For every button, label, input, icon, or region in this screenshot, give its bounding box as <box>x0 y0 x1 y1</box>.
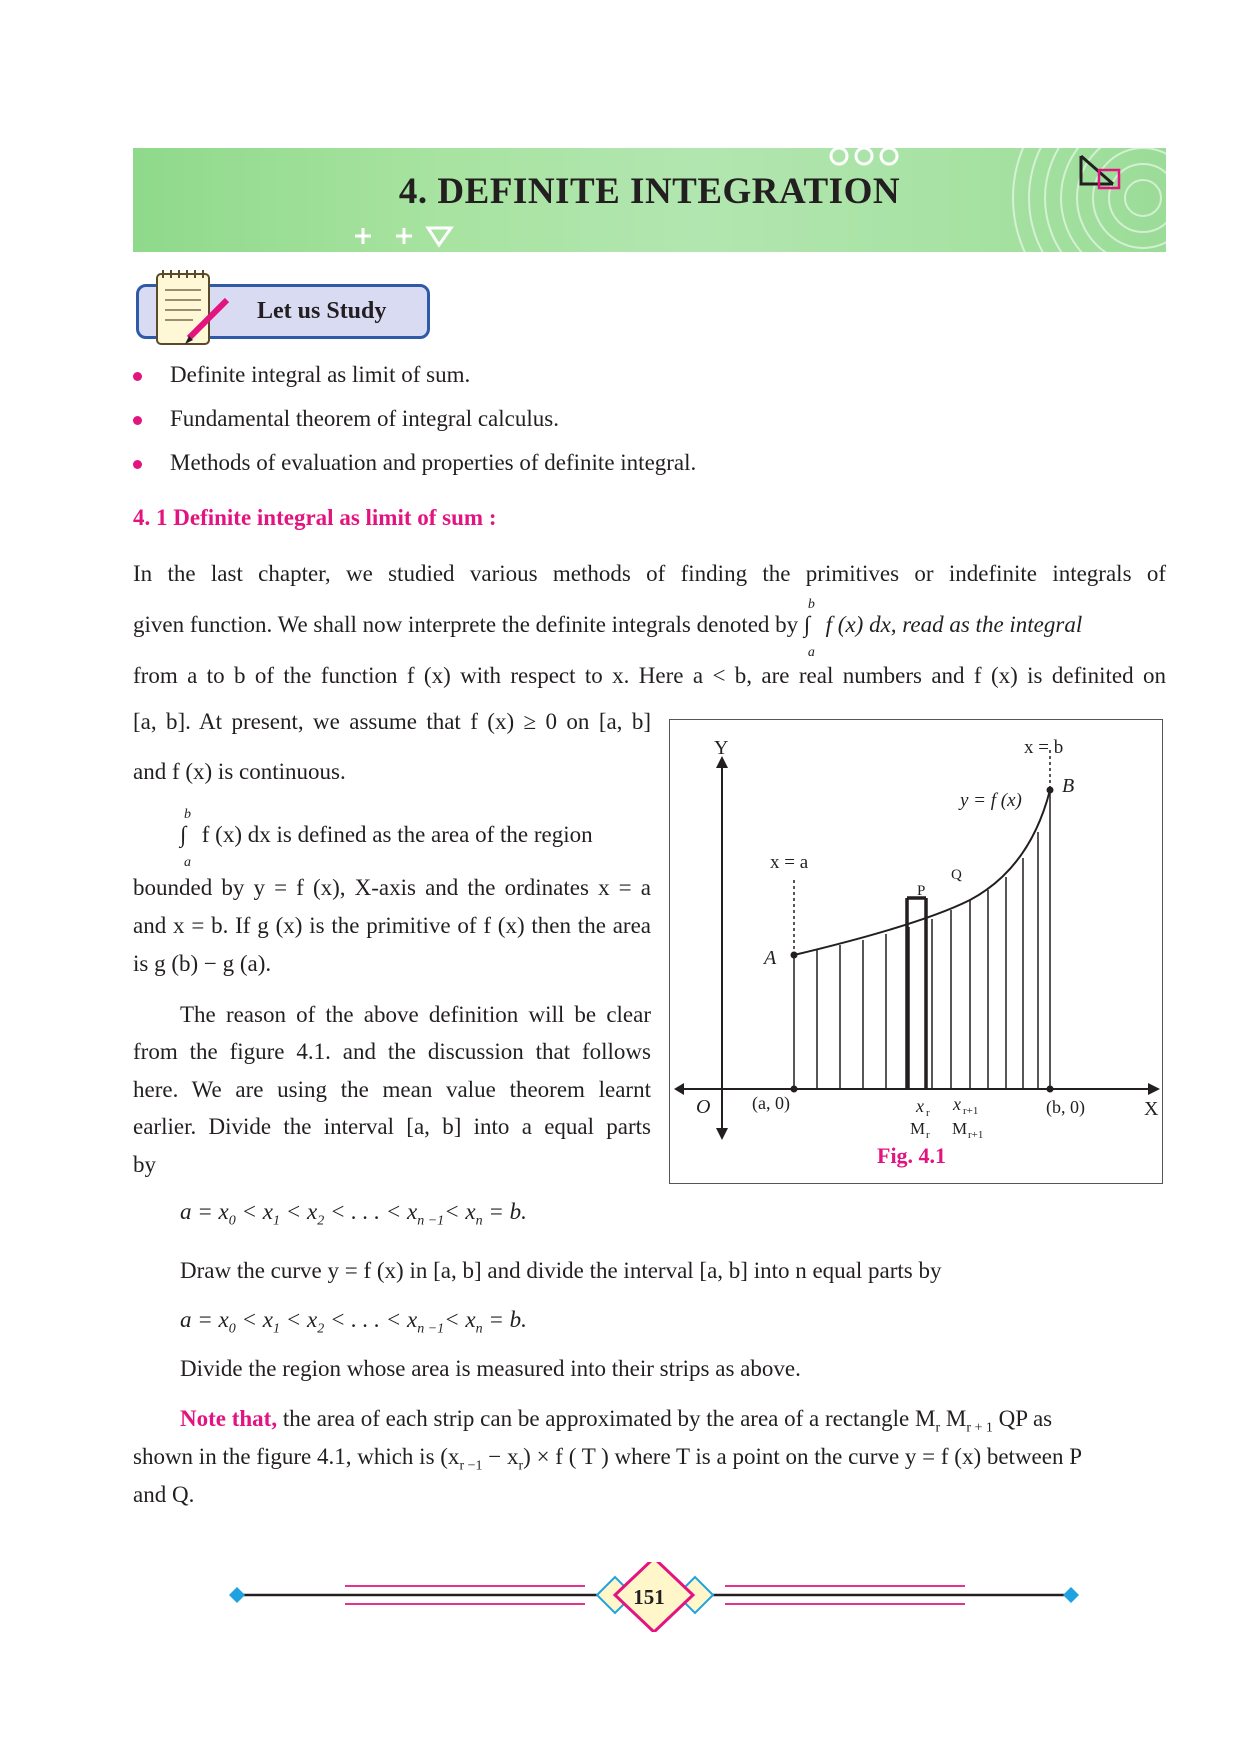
diamond-icon <box>229 1587 245 1603</box>
strips <box>794 790 1050 1089</box>
section-heading: 4. 1 Definite integral as limit of sum : <box>133 505 497 530</box>
paragraph-line: In the last chapter, we studied various methods of finding the primitives or indefinite integrals of <box>133 561 1166 586</box>
study-list <box>133 360 696 492</box>
list-item: Methods of evaluation and properties of definite integral. <box>133 448 696 492</box>
point-P-label: P <box>917 883 926 899</box>
inequality-chain: $a = x_0 < x_1 < x_2$ < . . . < $x_{n -1}< x_n = b$. <box>180 1307 527 1337</box>
paragraph-line: and f (x) is continuous. <box>133 759 346 784</box>
Mr1-sub: r+1 <box>968 1129 984 1141</box>
x-eq-a-label: x = a <box>770 852 809 873</box>
point-a0 <box>791 1086 798 1093</box>
point-b0 <box>1047 1086 1054 1093</box>
curve-label: y = f (x) <box>960 790 1022 811</box>
y-axis-label: Y <box>714 737 729 759</box>
rectangle-MrMr1QP <box>907 898 926 1089</box>
note-line: shown in the figure 4.1, which is $(x_{r -1} - x_r) \times f$ ( T ) where T is a point on the curve y = f (x) between P <box>133 1444 1083 1474</box>
bullet-icon <box>133 372 142 381</box>
point-B-label: B <box>1062 775 1075 797</box>
note-line: Note that, the area of each strip can be approximated by the area of a rectangle $M_r$ $M_{r + 1}$ QP as <box>180 1406 1053 1436</box>
bullet-icon <box>133 416 142 425</box>
paragraph-line: is g (b) − g (a). <box>133 951 272 976</box>
curve-y-f-x <box>794 790 1050 955</box>
x-axis-arrow-left <box>674 1083 684 1095</box>
Mr-sub: r <box>926 1129 930 1141</box>
paragraph-line: from a to b of the function f (x) with respect to x. Here a < b, are real numbers and f (x) is definited on <box>133 663 1166 688</box>
paragraph-line: [a, b]. At present, we assume that f (x) ≥ 0 on [a, b] <box>133 709 651 734</box>
a0-label: (a, 0) <box>752 1093 790 1113</box>
xr-sub: r <box>926 1107 930 1119</box>
y-axis-arrow-down <box>716 1128 728 1140</box>
bullet-icon <box>133 460 142 469</box>
x-eq-b-label: x = b <box>1024 737 1064 758</box>
paragraph-line: and x = b. If g (x) is the primitive of f (x) then the area <box>133 913 651 938</box>
point-B <box>1047 787 1054 794</box>
chapter-title: 4. DEFINITE INTEGRATION <box>398 171 901 212</box>
paragraph-line: from the figure 4.1. and the discussion that follows <box>133 1039 651 1064</box>
origin-label: O <box>696 1096 711 1118</box>
point-Q-label: Q <box>951 867 962 883</box>
point-A <box>791 952 798 959</box>
b0-label: (b, 0) <box>1046 1097 1085 1117</box>
paragraph-line: bounded by y = f (x), X-axis and the ordinates x = a <box>133 875 651 900</box>
x-axis-label: X <box>1144 1098 1159 1120</box>
figure-caption: Fig. 4.1 <box>877 1143 947 1168</box>
let-us-study-label: Let us Study <box>257 298 387 324</box>
x-axis-arrow <box>1148 1083 1160 1095</box>
Mr1-label: M <box>952 1119 968 1138</box>
xr1-label: x <box>953 1094 961 1114</box>
point-A-label: A <box>764 947 777 969</box>
paragraph-line: Draw the curve y = f (x) in [a, b] and divide the interval [a, b] into n equal parts by <box>180 1258 942 1283</box>
list-item: Definite integral as limit of sum. <box>133 360 696 404</box>
Mr-label: M <box>910 1119 926 1138</box>
diamond-icon <box>1063 1587 1079 1603</box>
note-line: and Q. <box>133 1482 195 1507</box>
xr1-sub: r+1 <box>963 1105 979 1117</box>
inequality-chain: $a = x_0 < x_1 < x_2$ < . . . < $x_{n -1}< x_n = b$. <box>180 1199 527 1229</box>
integral-sign: ∫ b a <box>803 597 815 660</box>
figure-4-1 <box>669 719 1163 1184</box>
notepad-pencil-icon <box>153 266 233 350</box>
chapter-banner <box>133 148 1166 252</box>
list-item: Fundamental theorem of integral calculus. <box>133 404 696 448</box>
integral-area-diagram <box>670 720 1164 1185</box>
paragraph-line: by <box>133 1152 156 1177</box>
xr-label: x <box>916 1096 924 1116</box>
paragraph-line: given function. We shall now interprete the definite integrals denoted by ∫ b a f (x) dx, read as the integral <box>133 597 1083 660</box>
integral-sign: ∫ b a <box>180 807 191 870</box>
paragraph-line: ∫ b a f (x) dx is defined as the area of the region <box>180 807 593 870</box>
paragraph-line: The reason of the above definition will be clear <box>180 1002 651 1027</box>
paragraph-line: earlier. Divide the interval [a, b] into a equal parts <box>133 1114 651 1139</box>
paragraph-line: here. We are using the mean value theorem learnt <box>133 1077 651 1102</box>
paragraph-line: Divide the region whose area is measured into their strips as above. <box>180 1356 801 1381</box>
page-number: 151 <box>633 1585 665 1609</box>
